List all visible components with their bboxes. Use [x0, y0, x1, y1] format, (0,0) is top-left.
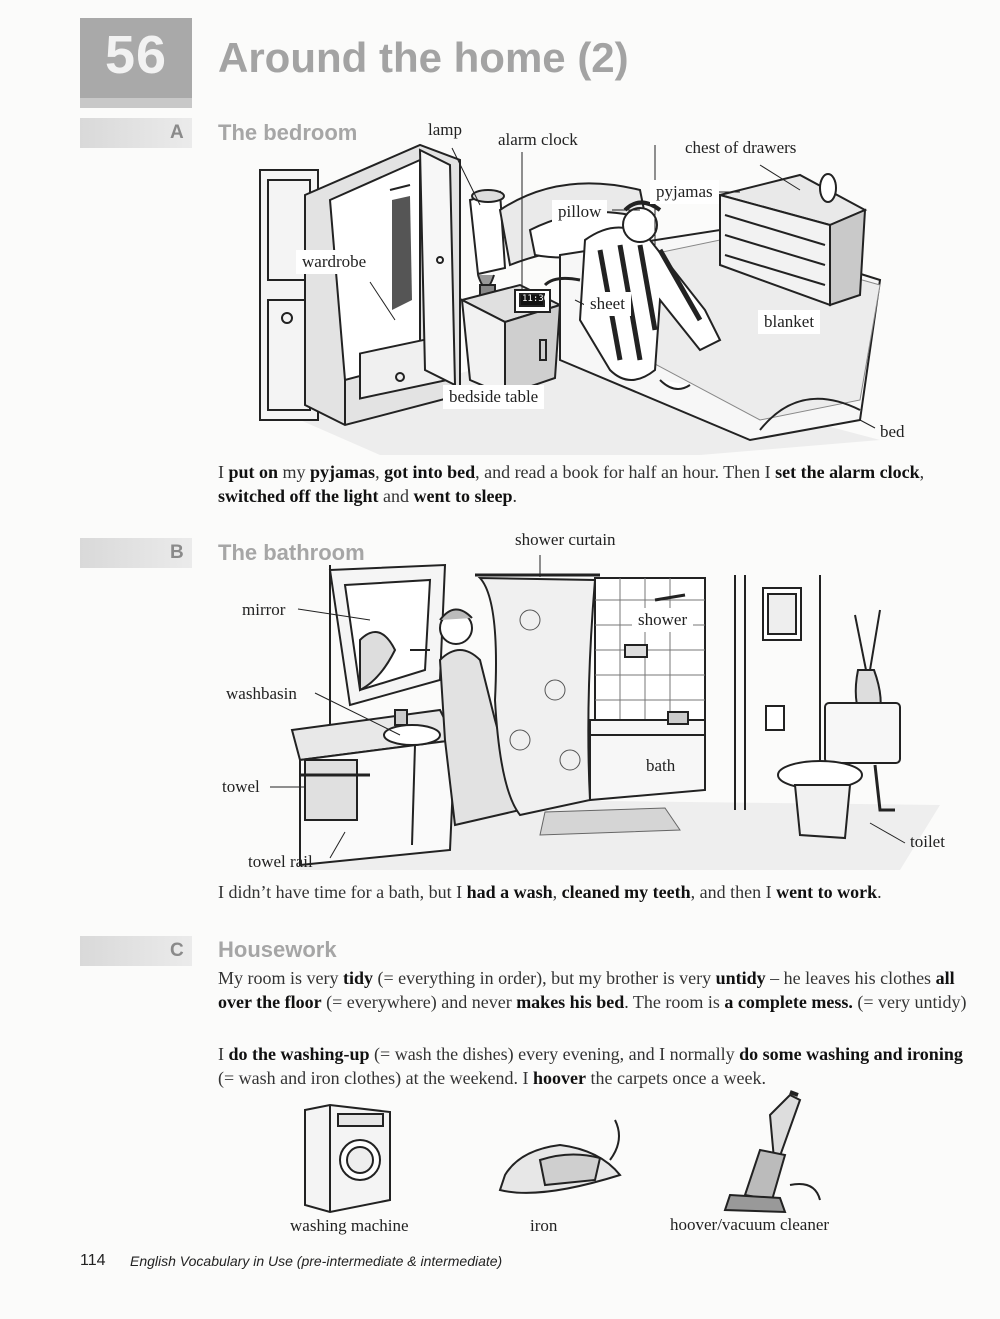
label-bedside-table: bedside table	[443, 385, 544, 409]
section-b-title: The bathroom	[218, 540, 365, 565]
bold-term: do some washing and ironing	[739, 1044, 963, 1064]
label-shower: shower	[632, 608, 693, 632]
section-a-letter: A	[170, 122, 184, 143]
bold-term: a complete mess.	[724, 992, 853, 1012]
unit-number: 56	[104, 25, 168, 85]
section-a-title: The bedroom	[218, 120, 358, 145]
label-mirror: mirror	[242, 600, 286, 619]
bold-term: do the washing-up	[228, 1044, 370, 1064]
label-bath: bath	[646, 756, 676, 775]
bold-term: switched off the light	[218, 486, 379, 506]
label-wardrobe: wardrobe	[296, 250, 372, 274]
label-pyjamas: pyjamas	[650, 180, 719, 204]
section-c-letter: C	[170, 940, 184, 961]
section-b-letter: B	[170, 542, 184, 563]
section-a-paragraph: I put on my pyjamas, got into bed, and read a book for half an hour. Then I set the alarm clock, switched off the light and went to sleep.	[218, 462, 925, 506]
bold-term: all over the floor	[218, 968, 955, 1012]
bold-term: pyjamas	[310, 462, 376, 482]
bold-term: cleaned my teeth	[561, 882, 691, 902]
bold-term: went to sleep	[413, 486, 513, 506]
label-towel: towel	[222, 777, 260, 796]
label-alarm-clock: alarm clock	[498, 130, 578, 149]
label-lamp: lamp	[428, 120, 462, 139]
label-iron: iron	[530, 1216, 558, 1235]
unit-title: Around the home (2)	[218, 34, 629, 81]
label-toilet: toilet	[910, 832, 945, 851]
bold-term: hoover	[533, 1068, 587, 1088]
bold-term: makes his bed	[516, 992, 625, 1012]
bold-term: had a wash	[466, 882, 553, 902]
label-sheet: sheet	[584, 292, 631, 316]
section-c-title: Housework	[218, 937, 337, 962]
bold-term: set the alarm clock	[775, 462, 920, 482]
label-towel-rail: towel rail	[248, 852, 313, 871]
bold-term: got into bed	[384, 462, 476, 482]
label-shower-curtain: shower curtain	[515, 530, 616, 549]
label-pillow: pillow	[552, 200, 607, 224]
page-number: 114	[80, 1252, 106, 1269]
label-blanket: blanket	[758, 310, 820, 334]
label-bed: bed	[880, 422, 905, 441]
bold-term: tidy	[343, 968, 374, 988]
section-b-paragraph: I didn’t have time for a bath, but I had a wash, cleaned my teeth, and then I went to work.	[218, 882, 882, 902]
bold-term: untidy	[715, 968, 766, 988]
label-washbasin: washbasin	[226, 684, 297, 703]
label-washing-machine: washing machine	[290, 1216, 409, 1235]
label-chest-of-drawers: chest of drawers	[685, 138, 797, 157]
bold-term: went to work	[776, 882, 878, 902]
bold-term: put on	[228, 462, 279, 482]
label-hoover: hoover/vacuum cleaner	[670, 1215, 830, 1234]
book-title: English Vocabulary in Use (pre-intermediate & intermediate)	[130, 1253, 503, 1269]
section-c-paragraph-1: My room is very tidy (= everything in order), but my brother is very untidy – he leaves his clothes all over the floor (= everywhere) and never makes his bed. The room is a complete mess. (= very untidy)	[218, 968, 967, 1012]
section-c-paragraph-2: I do the washing-up (= wash the dishes) every evening, and I normally do some washing and ironing (= wash and iron clothes) at the weekend. I hoover the carpets once a week.	[218, 1044, 963, 1088]
alarm-clock-display: 11:30	[522, 294, 550, 304]
